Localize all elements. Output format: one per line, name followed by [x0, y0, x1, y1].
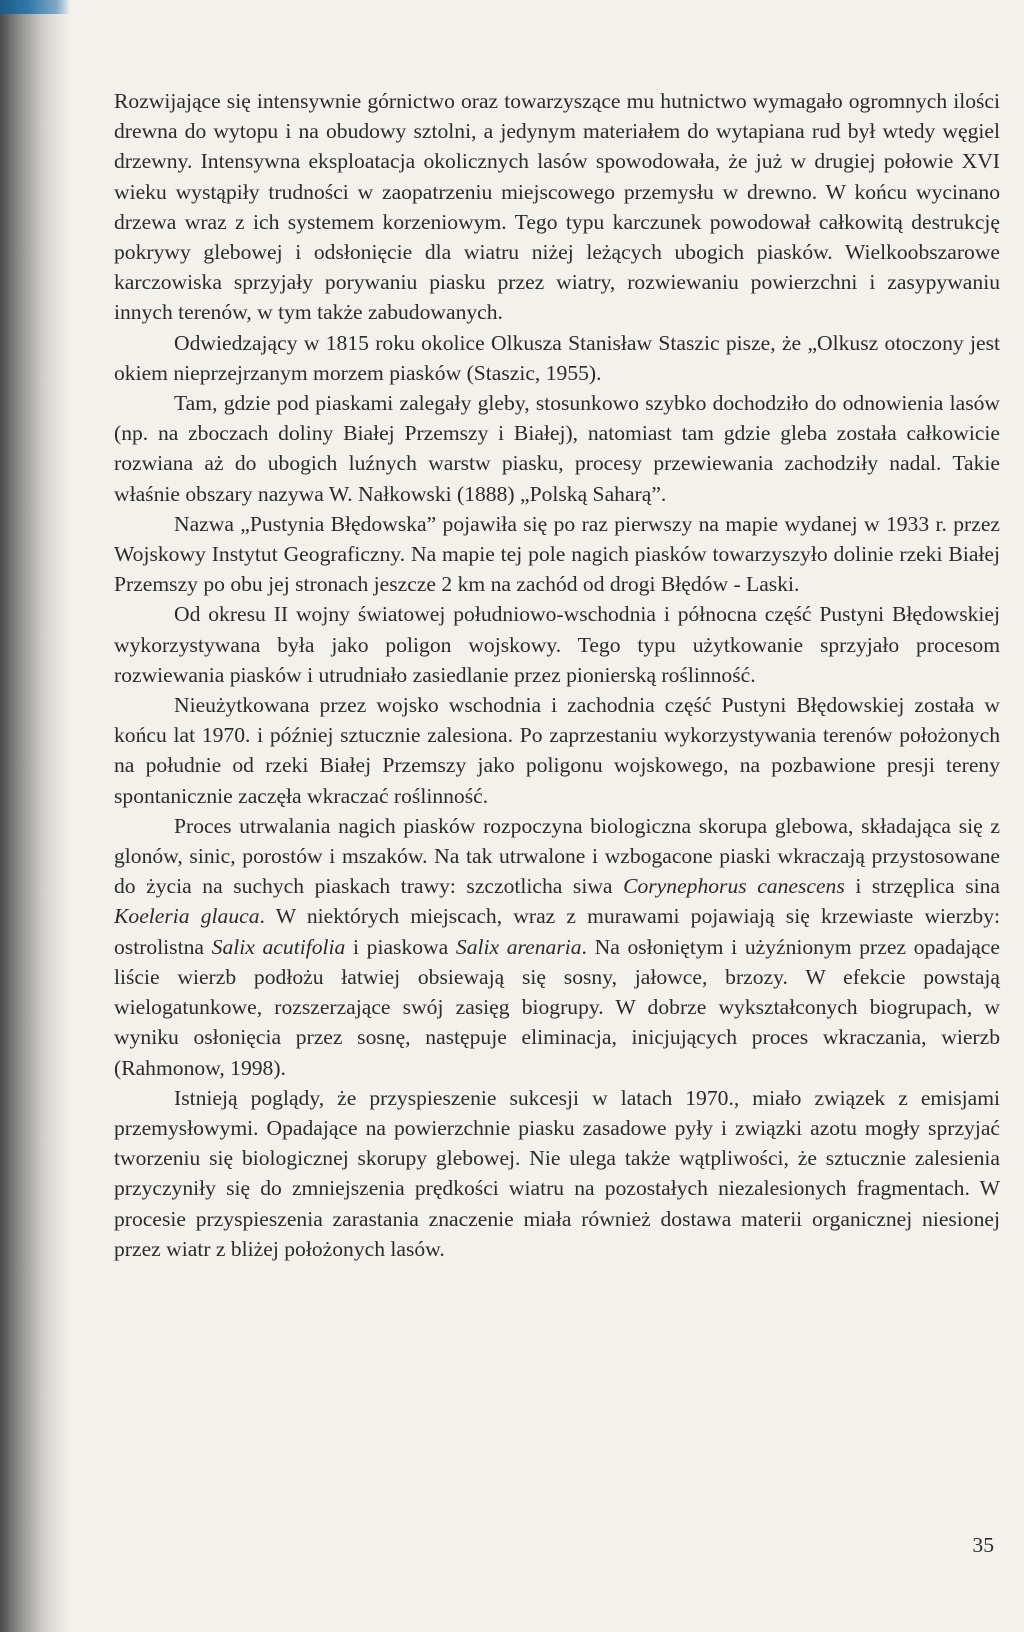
paragraph-text: Nieużytkowana przez wojsko wschodnia i zachodnia część Pustyni Błędowskiej została w końcu lat 1970. i później sztucznie zalesiona. Po zaprzestaniu wykorzystywania terenów położonych na południe od rzeki Białej Przemszy jako poligonu wojskowego, na pozbawione presji tereny spontanicznie zaczęła wkraczać roślinność. — [114, 693, 1000, 808]
paragraph — [114, 86, 1000, 328]
paragraph — [114, 690, 1000, 811]
paragraph-text: Od okresu II wojny światowej południowo-wschodnia i północna część Pustyni Błędowskiej wykorzystywana była jako poligon wojskowy. Tego typu użytkowanie sprzyjało procesom rozwiewania piasków i utrudniało zasiedlanie przez pionierską roślinność. — [114, 602, 1000, 687]
book-spine-shadow — [0, 0, 70, 1632]
body-text — [114, 86, 1000, 1264]
species-name: Salix acutifolia — [211, 934, 346, 959]
paragraph-text: Istnieją poglądy, że przyspieszenie sukcesji w latach 1970., miało związek z emisjami przemysłowymi. Opadające na powierzchnie piasku zasadowe pyły i związki azotu mogły sprzyjać tworzeniu się biologicznej skorupy glebowej. Nie ulega także wątpliwości, że sztucznie zalesienia przyczyniły się do zmniejszenia prędkości wiatru na pozostałych niezalesionych fragmentach. W procesie przyspieszenia zarastania znaczenie miała również dostawa materii organicznej niesionej przez wiatr z bliżej położonych lasów. — [114, 1085, 1000, 1261]
paragraph — [114, 509, 1000, 600]
paragraph-text: Proces utrwalania nagich piasków rozpoczyna biologiczna skorupa glebowa, składająca się z glonów, sinic, porostów i mszaków. Na tak utrwalone i wzbogacone piaski wkraczają przystosowane do życia na suchych piaskach trawy: szczotlicha siwa — [114, 813, 1000, 899]
paragraph-text: Odwiedzający w 1815 roku okolice Olkusza Stanisław Staszic pisze, że „Olkusz otoczony jest okiem nieprzejrzanym morzem piasków (Staszic, 1955). — [114, 330, 1000, 385]
paragraph — [114, 811, 1000, 1083]
paragraph-text: Tam, gdzie pod piaskami zalegały gleby, stosunkowo szybko dochodziło do odnowienia lasów (np. na zboczach doliny Białej Przemszy i Białej), natomiast tam gdzie gleba została całkowicie rozwiana aż do ubogich luźnych warstw piasku, procesy przewiewania zachodziły nadal. Takie właśnie obszary nazywa W. Nałkowski (1888) „Polską Saharą”. — [114, 391, 1000, 506]
species-name: Salix arenaria — [455, 934, 582, 959]
species-name: Corynephorus canescens — [623, 874, 845, 899]
paragraph-text: i strzęplica sina — [844, 874, 1000, 899]
paragraph — [114, 388, 1000, 509]
paragraph-text: Nazwa „Pustynia Błędowska” pojawiła się po raz pierwszy na mapie wydanej w 1933 r. przez Wojskowy Instytut Geograficzny. Na mapie tej pole nagich piasków towarzyszyło dolinie rzeki Białej Przemszy po obu jej stronach jeszcze 2 km na zachód od drogi Błędów - Laski. — [114, 511, 1000, 597]
paragraph-text: . W niektórych miejscach, wraz z murawami pojawiają się krzewiaste wierzby: ostrolistna — [114, 904, 1000, 959]
paragraph-text: Rozwijające się intensywnie górnictwo oraz towarzyszące mu hutnictwo wymagało ogromnych ilości drewna do wytopu i na obudowy sztolni, a jedynym materiałem do wytapiana rud był wtedy węgiel drzewny. Intensywna eksploatacja okolicznych lasów spowodowała, że już w drugiej połowie XVI wieku wystąpiły trudności w zaopatrzeniu miejscowego przemysłu w drewno. W końcu wycinano drzewa wraz z ich systemem korzeniowym. Tego typu karczunek powodował całkowitą destrukcję pokrywy glebowej i odsłonięcie dla wiatru niżej leżących ubogich piasków. Wielkoobszarowe karczowiska sprzyjały porywaniu piasku przez wiatry, rozwiewaniu powierzchni i zasypywaniu innych terenów, w tym także zabudowanych. — [114, 89, 1000, 325]
paragraph-text: . Na osłoniętym i użyźnionym przez opadające liście wierzb podłożu łatwiej obsiewają się sosny, jałowce, brzozy. W efekcie powstają wielogatunkowe, rozszerzające swój zasięg biogrupy. W dobrze wykształconych biogrupach, w wyniku osłonięcia przez sosnę, następuje eliminacja, inicjujących proces wkraczania, wierzb (Rahmonow, 1998). — [114, 934, 1000, 1080]
paragraph — [114, 599, 1000, 690]
page-number: 35 — [972, 1533, 994, 1557]
species-name: Koeleria glauca — [114, 904, 260, 929]
paragraph-text: i piaskowa — [345, 934, 456, 959]
paragraph — [114, 328, 1000, 388]
paragraph — [114, 1083, 1000, 1264]
